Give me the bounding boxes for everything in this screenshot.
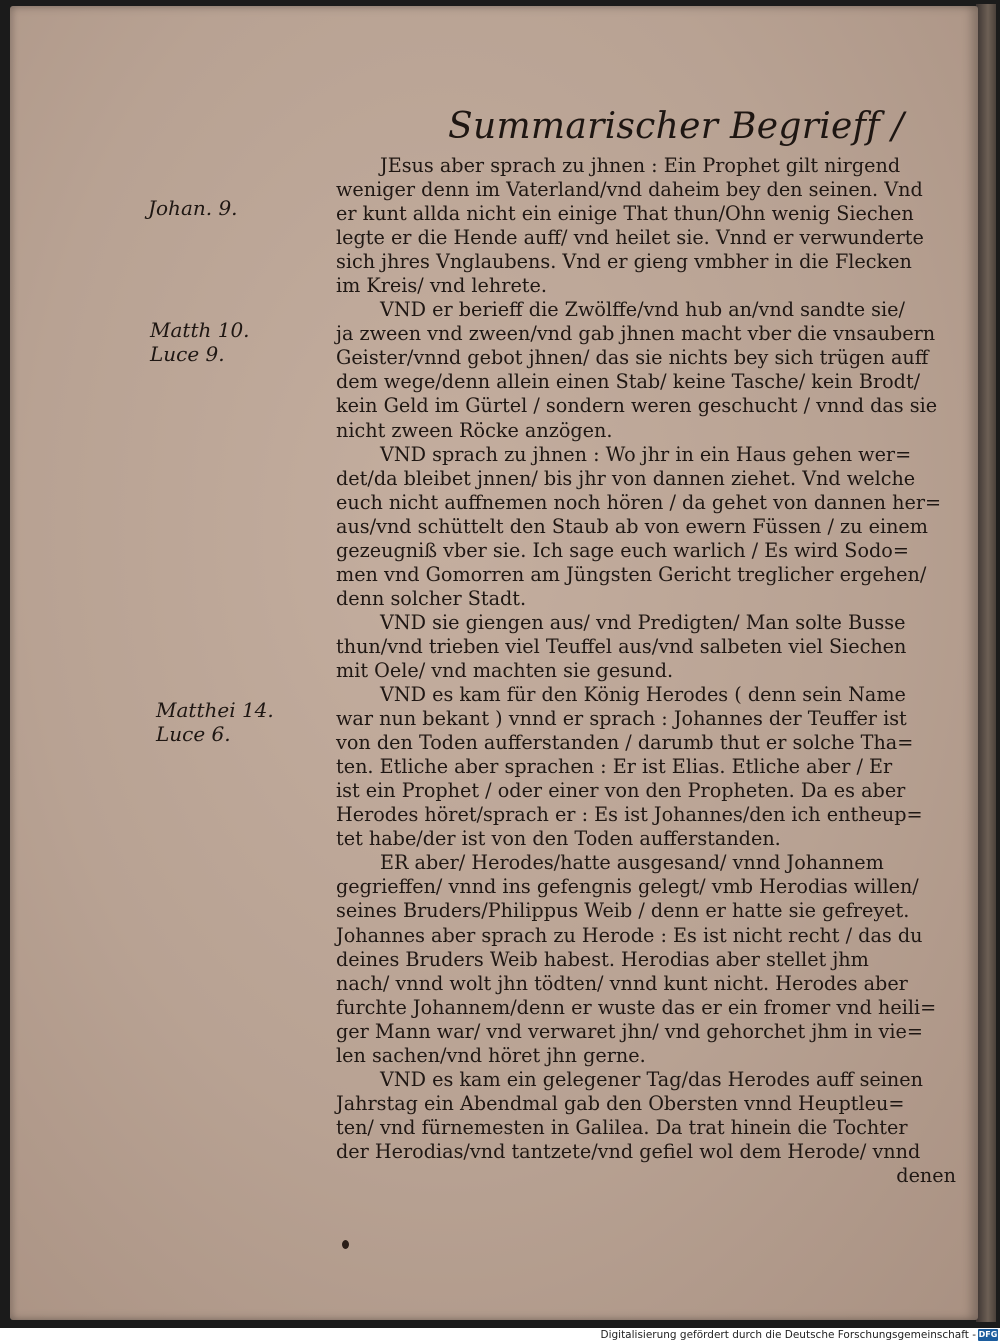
margin-note-line: Luce 9.: [150, 342, 225, 366]
ink-dot: [342, 1240, 349, 1249]
text-line: VND es kam für den König Herodes ( denn sein Name: [380, 683, 906, 707]
text-line: Johannes aber sprach zu Herode : Es ist nicht recht / das du: [336, 923, 923, 947]
page-edge-shadow: [976, 4, 996, 1322]
text-line: deines Bruders Weib habest. Herodias aber stellet jhm: [336, 947, 869, 971]
text-line: er kunt allda nicht ein einige That thun/Ohn wenig Siechen: [336, 202, 914, 226]
text-line: VND sprach zu jhnen : Wo jhr in ein Haus gehen wer=: [380, 442, 912, 466]
text-line: nicht zween Röcke anzögen.: [336, 418, 613, 442]
margin-note-matthei: [156, 698, 274, 746]
page-heading: Summarischer Begrieff /: [448, 106, 905, 147]
text-line: von den Toden aufferstanden / darumb thut er solche Tha=: [336, 731, 914, 755]
text-line: ger Mann war/ vnd verwaret jhn/ vnd gehorchet jhm in vie=: [336, 1019, 923, 1043]
footer-bar: [0, 1328, 1000, 1343]
text-line: tet habe/der ist von den Toden aufferstanden.: [336, 827, 781, 851]
margin-note-line: Matthei 14.: [156, 698, 274, 722]
text-line: det/da bleibet jnnen/ bis jhr von dannen ziehet. Vnd welche: [336, 466, 916, 490]
margin-note-johan: [148, 196, 238, 220]
text-line: men vnd Gomorren am Jüngsten Gericht treglicher ergehen/: [336, 562, 927, 586]
text-line: ER aber/ Herodes/hatte ausgesand/ vnnd Johannem: [380, 851, 884, 875]
margin-note-matth: [150, 318, 250, 366]
text-line: VND er berieff die Zwölffe/vnd hub an/vnd sandte sie/: [380, 298, 905, 322]
text-line: im Kreis/ vnd lehrete.: [336, 274, 547, 298]
text-line: euch nicht auffnemen noch hören / da gehet von dannen her=: [336, 490, 942, 514]
text-line: VND es kam ein gelegener Tag/das Herodes auff seinen: [380, 1067, 923, 1091]
text-line: furchte Johannem/denn er wuste das er ein fromer vnd heili=: [336, 995, 937, 1019]
text-line: Geister/vnnd gebot jhnen/ das sie nichts bey sich trügen auff: [336, 346, 929, 370]
text-line: ten. Etliche aber sprachen : Er ist Elias. Etliche aber / Er: [336, 755, 893, 779]
text-line: ist ein Prophet / oder einer von den Propheten. Da es aber: [336, 779, 906, 803]
text-line: sich jhres Vnglaubens. Vnd er gieng vmbher in die Flecken: [336, 250, 912, 274]
text-line: war nun bekant ) vnnd er sprach : Johannes der Teuffer ist: [336, 707, 907, 731]
text-line: kein Geld im Gürtel / sondern weren geschucht / vnnd das sie: [336, 394, 938, 418]
margin-note-line: Matth 10.: [150, 318, 250, 342]
text-line: ja zween vnd zween/vnd gab jhnen macht vber die vnsaubern: [336, 322, 936, 346]
text-line: denn solcher Stadt.: [336, 586, 527, 610]
margin-note-line: Luce 6.: [156, 722, 231, 746]
margin-note-line: Johan. 9.: [148, 196, 238, 220]
text-line: Jahrstag ein Abendmal gab den Obersten vnnd Heuptleu=: [336, 1091, 905, 1115]
body-text: [336, 154, 956, 1188]
text-line: Herodes höret/sprach er : Es ist Johannes/den ich entheup=: [336, 803, 923, 827]
text-line: dem wege/denn allein einen Stab/ keine Tasche/ kein Brodt/: [336, 370, 921, 394]
text-line: nach/ vnnd wolt jhn tödten/ vnnd kunt nicht. Herodes aber: [336, 971, 908, 995]
text-line: aus/vnd schüttelt den Staub ab von ewern Füssen / zu einem: [336, 514, 928, 538]
text-line: JEsus aber sprach zu jhnen : Ein Prophet gilt nirgend: [380, 154, 901, 177]
text-line: thun/vnd trieben viel Teuffel aus/vnd salbeten viel Siechen: [336, 634, 907, 658]
text-line: mit Oele/ vnd machten sie gesund.: [336, 658, 674, 682]
text-line: legte er die Hende auff/ vnd heilet sie. Vnnd er verwunderte: [336, 226, 924, 250]
text-line: gegrieffen/ vnnd ins gefengnis gelegt/ vmb Herodias willen/: [336, 875, 919, 899]
text-line: VND sie giengen aus/ vnd Predigten/ Man solte Busse: [380, 610, 906, 634]
text-line: ten/ vnd fürnemesten in Galilea. Da trat hinein die Tochter: [336, 1115, 908, 1139]
text-line: gezeugniß vber sie. Ich sage euch warlich / Es wird Sodo=: [336, 538, 909, 562]
footer-credit: Digitalisierung gefördert durch die Deutsche Forschungsgemeinschaft -: [600, 1329, 976, 1341]
text-line: weniger denn im Vaterland/vnd daheim bey den seinen. Vnd: [336, 178, 923, 202]
text-line: seines Bruders/Philippus Weib / denn er hatte sie gefreyet.: [336, 899, 910, 923]
text-line: len sachen/vnd höret jhn gerne.: [336, 1043, 646, 1067]
dfg-logo-icon: DFG: [978, 1330, 998, 1339]
text-line: der Herodias/vnd tantzete/vnd gefiel wol dem Herode/ vnnd: [336, 1139, 921, 1163]
catchword: denen: [896, 1163, 956, 1187]
